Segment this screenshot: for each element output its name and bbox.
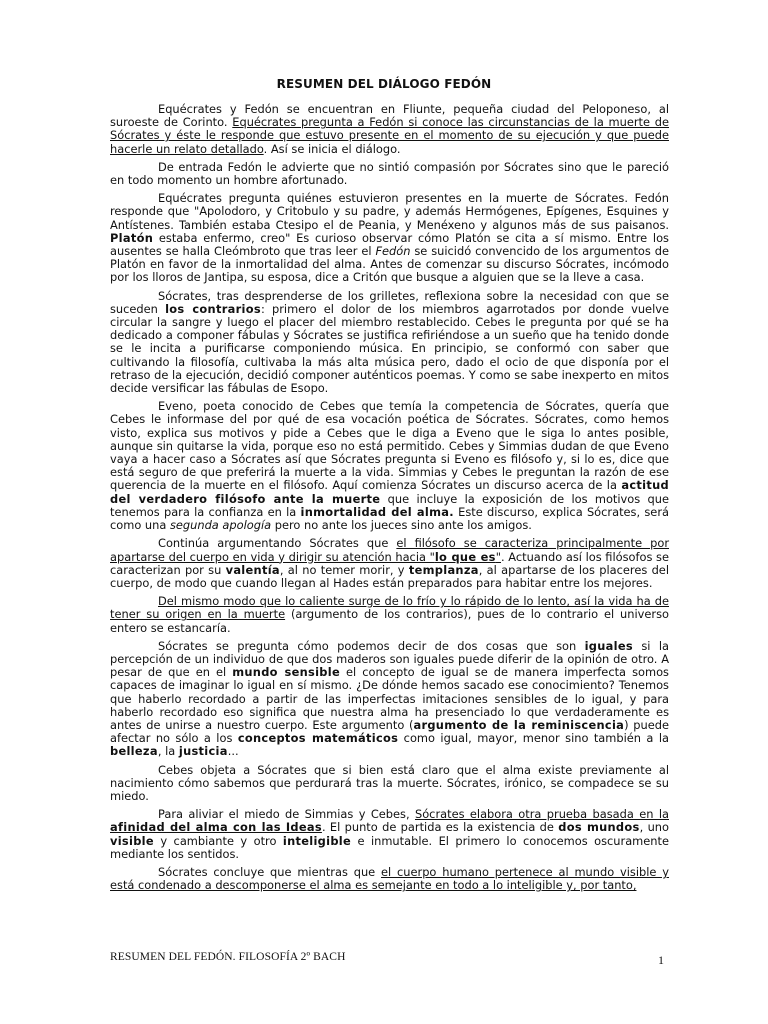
paragraph: [110, 640, 669, 759]
underlined-text: Del mismo modo que lo caliente surge de lo frío y lo rápido de lo lento, así la vida ha de tener su origen en la muerte: [110, 594, 669, 622]
bold-text: inmortalidad del alma.: [300, 504, 454, 519]
text-run: e inmutable. El primero lo conocemos oscuramente mediante los sentidos.: [110, 833, 669, 861]
text-run: Este discurso, explica Sócrates, será como una: [110, 504, 669, 533]
text-run: Continúa argumentando Sócrates que: [158, 536, 397, 551]
italic-text: segunda apología: [169, 518, 272, 533]
text-run: , al no temer morir, y: [279, 562, 409, 577]
paragraph: [110, 192, 669, 284]
text-run: el concepto de igual se de manera imperfecta somos capaces de imaginar lo igual en sí mismo. ¿De dónde hemos sacado ese conocimiento? Tenemos que haberlo recordado a partir de las imperfectas imitaciones sensibles de lo igual, y para haberlo recordado eso significa que nuestra alma ha presenciado lo que verdaderamente es antes de unirse a nuestro cuerpo. Este argumento (: [110, 665, 669, 732]
bold-text: visible: [110, 833, 154, 848]
text-run: Equécrates pregunta quiénes estuvieron presentes en la muerte de Sócrates. Fedón responde que "Apolodoro, y Critobulo y su padre, y además Hermógenes, Epígenes, Esquines y Antístenes. También estaba Ctesipo el de Peania, y Menéxeno y algunos más de sus paisanos.: [110, 191, 669, 232]
document-body: [110, 103, 669, 897]
paragraph: [110, 808, 669, 861]
bold-text: mundo sensible: [232, 665, 340, 680]
paragraph: [110, 400, 669, 532]
paragraph: [110, 595, 669, 635]
paragraph: [110, 537, 669, 590]
text-run: Cebes objeta a Sócrates que si bien está claro que el alma existe previamente al nacimiento cómo sabemos que perdurará tras la muerte. Sócrates, irónico, se compadece se su miedo.: [110, 762, 669, 803]
text-run: como igual, mayor, menor sino también a la: [398, 731, 669, 746]
bold-text: templanza: [408, 562, 479, 577]
paragraph: [110, 290, 669, 396]
text-run: . Así se inicia el diálogo.: [263, 141, 401, 156]
bold-text: justicia: [178, 744, 228, 759]
text-run: ...: [227, 744, 239, 759]
text-run: . El punto de partida es la existencia de: [321, 820, 559, 835]
bold-text: belleza: [110, 744, 158, 759]
bold-text: los contrarios: [165, 301, 261, 316]
bold-text: inteligible: [282, 833, 352, 848]
underlined-text: Equécrates pregunta a Fedón si conoce las circunstancias de la muerte de Sócrates y éste le responde que estuvo presente en el momento de su ejecución y que puede hacerle un relato detallado: [110, 115, 669, 156]
underlined-text: Sócrates elabora otra prueba basada en la: [414, 807, 669, 822]
underlined-text: el cuerpo humano pertenece al mundo visible y está condenado a descomponerse el alma es semejante en todo a lo inteligible y, por tanto,: [110, 864, 670, 893]
text-run: Para aliviar el miedo de Simmias y Cebes,: [158, 807, 415, 822]
bold-text: Platón: [110, 230, 154, 245]
text-run: estaba enfermo, creo" Es curioso observar cómo Platón se cita a sí mismo. Entre los ausentes se halla Cleómbroto que tras leer el: [110, 230, 669, 259]
text-run: y cambiante y otro: [153, 833, 283, 848]
paragraph: [110, 103, 669, 156]
text-run: Sócrates, tras desprenderse de los grilletes, reflexiona sobre la necesidad con que se suceden: [110, 288, 669, 316]
bold-text: conceptos matemáticos: [237, 731, 399, 746]
text-run: , uno: [639, 820, 669, 835]
page-number: 1: [658, 953, 664, 967]
page-footer: RESUMEN DEL FEDÓN. FILOSOFÍA 2º BACH: [110, 951, 346, 963]
bold-text: actitud del verdadero filósofo ante la muerte: [110, 478, 669, 506]
bold-text: argumento de la reminiscencia: [413, 717, 625, 732]
text-run: se suicidó convencido de los argumentos de Platón en favor de la inmortalidad del alma. Antes de comenzar su discurso Sócrates, incómodo por los lloros de Jantipa, su esposa, dice a Critón que busque a alguien que se la lleve a casa.: [110, 244, 669, 285]
text-run: Eveno, poeta conocido de Cebes que temía la competencia de Sócrates, quería que Cebes le informase del por qué de esa vocación poética de Sócrates. Sócrates, como hemos visto, explica sus motivos y pide a Cebes que le diga a Eveno que le siga lo antes posible, aunque sin quitarse la vida, porque eso no está permitido. Cebes y Simmias dudan de que Eveno vaya a hacer caso a Sócrates así que Sócrates pregunta si Eveno es filósofo y, si lo es, dice que está seguro de que preferirá la muerte a la vida. Simmias y Cebes le preguntan la razón de ese querencia de la muerte en el filósofo. Aquí comienza Sócrates un discurso acerca de la: [110, 399, 669, 493]
paragraph: [110, 161, 669, 187]
text-run: Sócrates se pregunta cómo podemos decir de dos cosas que son: [158, 638, 585, 653]
underlined-text: el filósofo se caracteriza principalmente por apartarse del cuerpo en vida y dirigir su atención hacia ": [110, 536, 670, 564]
italic-text: Fedón: [375, 244, 411, 259]
text-run: . Actuando así los filósofos se caracterizan por su: [110, 549, 669, 577]
text-run: (argumento de los contrarios), pues de lo contrario el universo entero se estancaría.: [110, 607, 669, 635]
text-run: si la percepción de un individuo de que dos maderos son iguales puede diferir de la opinión de otro. A pesar de que en el: [110, 638, 669, 680]
bold-text: iguales: [584, 638, 633, 653]
text-run: que incluye la exposición de los motivos que tenemos para la confianza en la: [110, 491, 669, 519]
bold-text: dos mundos: [558, 820, 640, 835]
text-run: , la: [157, 744, 179, 759]
bold-text: valentía: [225, 562, 280, 577]
paragraph: [110, 866, 669, 892]
text-run: Sócrates concluye que mientras que: [158, 864, 382, 879]
text-run: Equécrates y Fedón se encuentran en Fliunte, pequeña ciudad del Peloponeso, al suroeste de Corinto.: [110, 102, 669, 130]
bold-text: lo que es: [434, 549, 496, 564]
text-run: : primero el dolor de los miembros agarrotados por donde vuelve circular la sangre y luego el placer del miembro restablecido. Cebes le pregunta por qué se ha dedicado a componer fábulas y Sócrates se justifica refiriéndose a un sueño que ha tenido donde se le incita a purificarse componiendo música. En principio, se conformó con saber que cultivando la filosofía, cultivaba la más alta música pero, dado el ocio de que disponía por el retraso de la ejecución, decidió componer auténticos poemas. Y como se sabe inexperto en mitos decide versificar las fábulas de Esopo.: [110, 301, 669, 396]
text-run: pero no ante los jueces sino ante los amigos.: [271, 518, 532, 533]
paragraph: [110, 764, 669, 804]
underlined-text: ": [495, 549, 501, 564]
text-run: ) puede afectar no sólo a los: [110, 717, 669, 746]
bold-text: afinidad del alma con las Ideas: [110, 820, 322, 835]
document-title: RESUMEN DEL DIÁLOGO FEDÓN: [276, 77, 492, 91]
text-run: , al apartarse de los placeres del cuerpo, de modo que cuando llegan al Hades están preparados para habitar entre los mejores.: [110, 562, 669, 590]
text-run: De entrada Fedón le advierte que no sintió compasión por Sócrates sino que le pareció en todo momento un hombre afortunado.: [110, 159, 669, 188]
